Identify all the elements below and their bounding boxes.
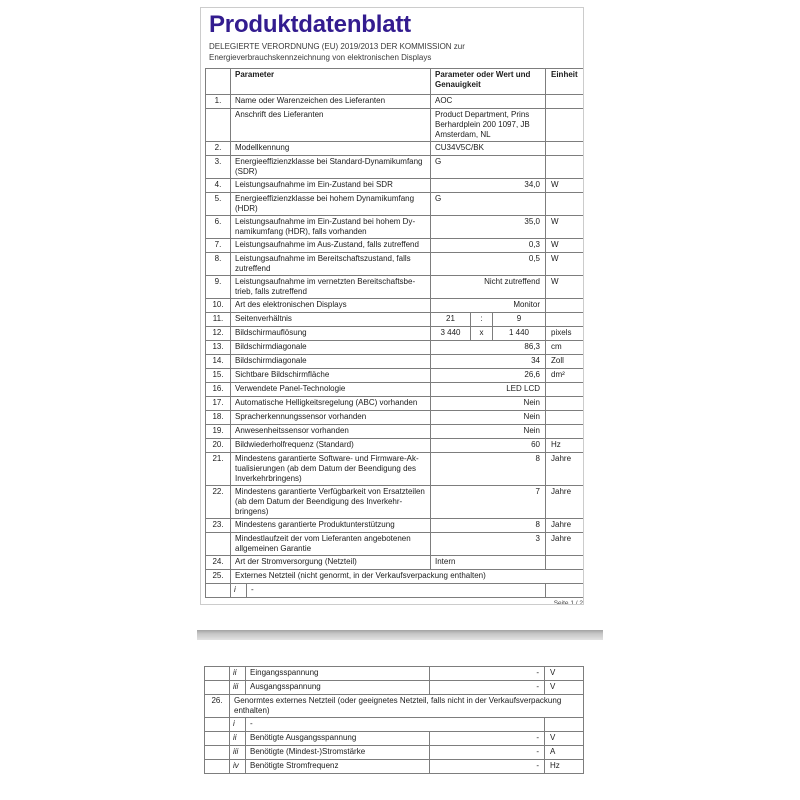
table-row [205, 746, 583, 760]
row-unit: W [551, 277, 559, 286]
row-number: 9. [206, 276, 231, 298]
row-label: Leistungsaufnahme im Ein-Zustand bei hohem Dynamikumfang (HDR), falls vorhanden [231, 216, 431, 238]
row-number: 21. [206, 453, 231, 485]
table-row [206, 95, 584, 109]
table-row [205, 732, 583, 746]
row-value: - [430, 760, 545, 773]
row-label: Mindestens garantierte Verfügbarkeit von Ersatzteilen (ab dem Datum der Beendigung des Inverkehrbringens) [231, 486, 431, 518]
row-value: 34,0 [431, 179, 546, 192]
row-value: 26,6 [431, 369, 546, 382]
row-unit [546, 584, 584, 597]
row-label: Mindestens garantierte Software- und Firmware-Aktualisierungen (ab dem Datum der Beendigung des Inverkehrbringens) [231, 453, 431, 485]
row-label: Automatische Helligkeitsregelung (ABC) vorhanden [231, 397, 431, 410]
row-label: Genormtes externes Netzteil (oder geeignetes Netzteil, falls nicht in der Verkaufsverpackung enthalten) [234, 696, 562, 715]
table-row [206, 584, 584, 598]
row-unit: cm [551, 342, 562, 351]
row-label: Modellkennung [231, 142, 431, 155]
row-number: 25. [206, 570, 231, 583]
row-value: Intern [431, 556, 546, 569]
row-unit [546, 383, 584, 396]
row-number: 16. [206, 383, 231, 396]
row-value: Monitor [431, 299, 546, 312]
row-label: Sichtbare Bildschirmfläche [231, 369, 431, 382]
row-unit [546, 95, 584, 108]
table-row [206, 179, 584, 193]
row-label: Externes Netzteil (nicht genormt, in der Verkaufsverpackung enthalten) [235, 571, 486, 580]
row-value: AOC [431, 95, 546, 108]
row-roman-numeral: iii [230, 681, 246, 694]
row-unit [545, 718, 583, 731]
table-row [206, 239, 584, 253]
row-label: Anwesenheitssensor vorhanden [231, 425, 431, 438]
header-parameter: Parameter [231, 69, 431, 94]
row-roman-numeral: ii [230, 732, 246, 745]
table-row [206, 299, 584, 313]
row-unit: W [551, 254, 559, 263]
row-number: 23. [206, 519, 231, 532]
table-row [206, 193, 584, 216]
row-unit: dm² [551, 370, 565, 379]
row-unit: Jahre [551, 520, 572, 529]
row-label: Benötigte (Mindest-)Stromstärke [246, 746, 430, 759]
table-row [206, 216, 584, 239]
row-number: 14. [206, 355, 231, 368]
table-row [206, 313, 584, 327]
row-value: - [430, 667, 545, 680]
datasheet-page-1 [200, 7, 584, 605]
subtitle-line-2: Energieverbrauchskennzeichnung von elektronischen Displays [209, 53, 432, 62]
row-unit: Hz [550, 761, 560, 770]
row-label: Bildwiederholfrequenz (Standard) [231, 439, 431, 452]
row-unit [546, 397, 584, 410]
row-unit [546, 556, 584, 569]
header-number-cell [206, 69, 231, 94]
row-value-part: 1 440 [493, 327, 546, 340]
row-value: G [431, 193, 546, 215]
table-row [205, 760, 583, 774]
row-value-part: 9 [493, 313, 546, 326]
row-number: 12. [206, 327, 231, 340]
row-roman-numeral: iii [230, 746, 246, 759]
row-value: 8 [431, 453, 546, 485]
row-roman-numeral: iv [230, 760, 246, 773]
row-unit: Hz [551, 440, 561, 449]
row-unit: V [550, 733, 556, 742]
row-number: 7. [206, 239, 231, 252]
regulation-subtitle [209, 41, 583, 63]
row-unit [546, 299, 584, 312]
row-unit [546, 156, 584, 178]
row-unit: Jahre [551, 454, 572, 463]
row-value: 8 [431, 519, 546, 532]
row-unit: pixels [551, 328, 572, 337]
row-label: Leistungsaufnahme im vernetzten Bereitschaftsbetrieb, falls zutreffend [231, 276, 431, 298]
table-row [206, 519, 584, 533]
row-unit: W [551, 217, 559, 226]
row-value: Nein [431, 425, 546, 438]
table-row [206, 383, 584, 397]
row-number: 5. [206, 193, 231, 215]
row-number [205, 732, 230, 745]
table-row [206, 556, 584, 570]
row-number [205, 681, 230, 694]
row-number: 11. [206, 313, 231, 326]
row-value: - [430, 732, 545, 745]
row-label: Verwendete Panel-Technologie [231, 383, 431, 396]
page-separator-band [197, 630, 603, 640]
table-header-row [206, 69, 584, 95]
row-value-separator: : [471, 313, 493, 326]
row-number: 4. [206, 179, 231, 192]
table-row [206, 439, 584, 453]
row-value: 3 [431, 533, 546, 555]
row-label: Anschrift des Lieferanten [231, 109, 431, 141]
row-label: Art der Stromversorgung (Netzteil) [231, 556, 431, 569]
row-value: Nicht zutreffend [431, 276, 546, 298]
page-indicator: Seite 1 / 2 [553, 600, 583, 605]
row-number [205, 760, 230, 773]
table-row [205, 718, 583, 732]
row-unit [546, 313, 584, 326]
row-number [205, 667, 230, 680]
row-label: Energieeffizienzklasse bei hohem Dynamikumfang (HDR) [231, 193, 431, 215]
table-row [206, 276, 584, 299]
row-number: 17. [206, 397, 231, 410]
row-number [205, 718, 230, 731]
table-row [206, 109, 584, 142]
row-number: 15. [206, 369, 231, 382]
row-value: - [430, 681, 545, 694]
datasheet-table-page1 [205, 68, 584, 598]
table-row [206, 533, 584, 556]
row-number [206, 533, 231, 555]
header-value: Parameter oder Wert und Genauigkeit [431, 69, 546, 94]
row-unit: Jahre [551, 534, 572, 543]
row-label: Seitenverhältnis [231, 313, 431, 326]
row-label: Art des elektronischen Displays [231, 299, 431, 312]
table-row [206, 355, 584, 369]
row-unit: W [551, 240, 559, 249]
row-value: 0,3 [431, 239, 546, 252]
table-row [205, 667, 583, 681]
table-row [206, 411, 584, 425]
row-label: Ausgangsspannung [246, 681, 430, 694]
row-label: Name oder Warenzeichen des Lieferanten [231, 95, 431, 108]
row-label: Leistungsaufnahme im Ein-Zustand bei SDR [231, 179, 431, 192]
row-number: 6. [206, 216, 231, 238]
table-row [206, 156, 584, 179]
row-number: 1. [206, 95, 231, 108]
row-label: Mindestlaufzeit der vom Lieferanten angebotenen allgemeinen Garantie [231, 533, 431, 555]
table-row [206, 453, 584, 486]
table-row [206, 570, 584, 584]
table-row [206, 341, 584, 355]
row-label: Mindestens garantierte Produktunterstützung [231, 519, 431, 532]
row-number: 18. [206, 411, 231, 424]
row-number [206, 584, 231, 597]
row-unit: Zoll [551, 356, 564, 365]
row-value: 34 [431, 355, 546, 368]
row-value: CU34V5C/BK [431, 142, 546, 155]
row-number: 26. [205, 695, 230, 717]
row-unit [546, 411, 584, 424]
row-roman-numeral: i [231, 584, 247, 597]
subtitle-line-1: DELEGIERTE VERORDNUNG (EU) 2019/2013 DER KOMMISSION zur [209, 42, 465, 51]
table-row [205, 681, 583, 695]
table-row [206, 397, 584, 411]
row-number: 10. [206, 299, 231, 312]
row-label: Spracherkennungssensor vorhanden [231, 411, 431, 424]
row-number: 3. [206, 156, 231, 178]
row-unit [546, 109, 584, 141]
row-value: - [247, 584, 546, 597]
page-title: Produktdatenblatt [209, 11, 411, 38]
row-value: 86,3 [431, 341, 546, 354]
table-row [206, 486, 584, 519]
row-unit [546, 142, 584, 155]
datasheet-table-page2 [204, 666, 584, 774]
row-label: Leistungsaufnahme im Aus-Zustand, falls zutreffend [231, 239, 431, 252]
row-value: - [246, 718, 545, 731]
row-value: G [431, 156, 546, 178]
row-label: Energieeffizienzklasse bei Standard-Dynamikumfang (SDR) [231, 156, 431, 178]
table-row [206, 253, 584, 276]
row-value: 60 [431, 439, 546, 452]
row-value: 0,5 [431, 253, 546, 275]
row-number: 13. [206, 341, 231, 354]
table-row [206, 142, 584, 156]
row-label: Eingangsspannung [246, 667, 430, 680]
row-number: 20. [206, 439, 231, 452]
row-value: 35,0 [431, 216, 546, 238]
row-label: Benötigte Stromfrequenz [246, 760, 430, 773]
row-value-part: 21 [431, 313, 471, 326]
table-row [206, 425, 584, 439]
row-value: Nein [431, 397, 546, 410]
row-number: 2. [206, 142, 231, 155]
row-label: Bildschirmdiagonale [231, 355, 431, 368]
row-number [205, 746, 230, 759]
row-label: Bildschirmauflösung [231, 327, 431, 340]
row-unit [546, 425, 584, 438]
table-row [206, 369, 584, 383]
row-roman-numeral: ii [230, 667, 246, 680]
table-row [206, 327, 584, 341]
table-row [205, 695, 583, 718]
row-number [206, 109, 231, 141]
row-unit: V [550, 668, 556, 677]
row-unit: A [550, 747, 556, 756]
row-value: Nein [431, 411, 546, 424]
row-unit: V [550, 682, 556, 691]
row-label: Leistungsaufnahme im Bereitschaftszustand, falls zutreffend [231, 253, 431, 275]
row-value: - [430, 746, 545, 759]
row-unit [546, 193, 584, 215]
header-unit: Einheit [551, 70, 578, 79]
row-number: 22. [206, 486, 231, 518]
row-value-part: 3 440 [431, 327, 471, 340]
row-roman-numeral: i [230, 718, 246, 731]
row-number: 24. [206, 556, 231, 569]
row-value: 7 [431, 486, 546, 518]
row-value: LED LCD [431, 383, 546, 396]
row-unit: Jahre [551, 487, 572, 496]
row-value: Product Department, Prins Berhardplein 200 1097, JB Amsterdam, NL [431, 109, 546, 141]
row-unit: W [551, 180, 559, 189]
row-label: Bildschirmdiagonale [231, 341, 431, 354]
row-number: 19. [206, 425, 231, 438]
row-value-separator: x [471, 327, 493, 340]
row-number: 8. [206, 253, 231, 275]
row-label: Benötigte Ausgangsspannung [246, 732, 430, 745]
